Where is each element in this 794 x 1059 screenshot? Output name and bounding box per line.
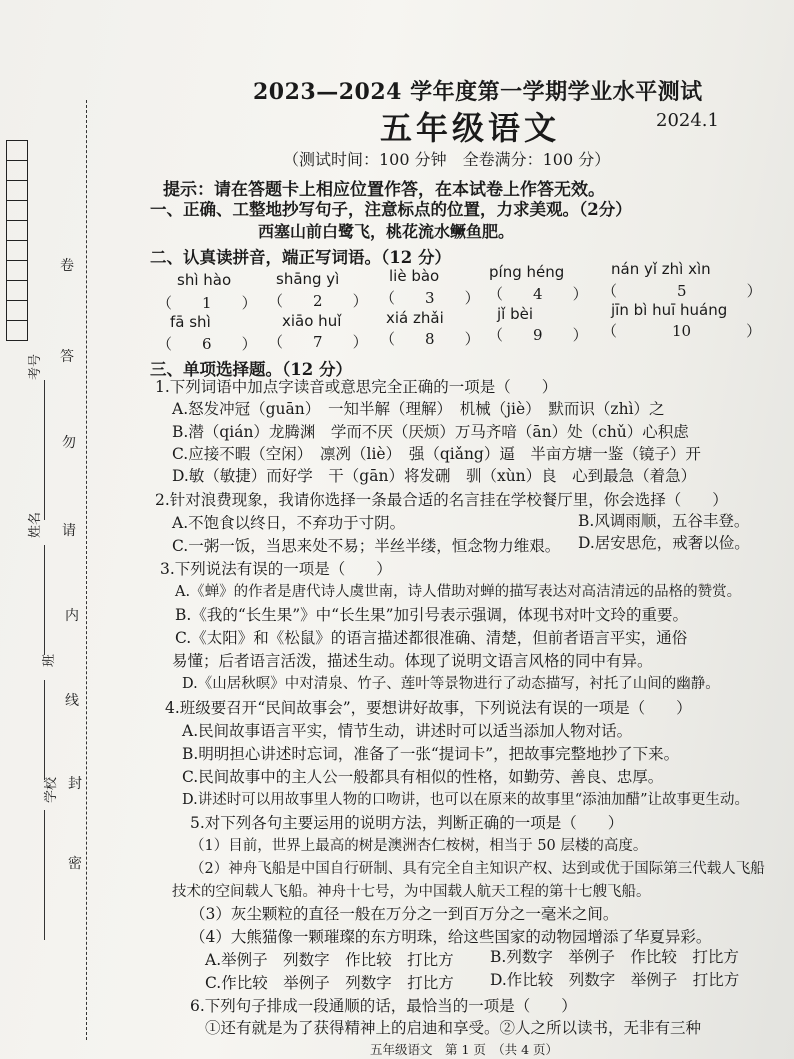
pinyin-7: xiāo huǐ [282, 312, 342, 330]
poem-line: 西塞山前白鹭飞，桃花流水鳜鱼肥。 [258, 222, 515, 241]
q5-item-4: （4）大熊猫像一颗璀璨的东方明珠，给这些国家的动物园增添了华夏异彩。 [190, 928, 712, 946]
answer-blank-7: （ 7 ） [268, 333, 368, 351]
q2-option-c: C.一粥一饭，当思来处不易；半丝半缕，恒念物力维艰。 [172, 537, 561, 555]
section3-heading: 三、单项选择题。（12 分） [150, 360, 352, 379]
q4-option-d: D.讲述时可以用故事里人物的口吻讲，也可以在原来的故事里“添油加醋”让故事更生动。 [182, 792, 750, 808]
q4-option-c: C.民间故事中的主人公一般都具有相似的性格，如勤劳、善良、忠厚。 [182, 768, 664, 786]
answer-blank-10: （ 10 ） [602, 322, 762, 340]
pinyin-10: jīn bì huī huáng [611, 301, 728, 319]
exam-number-label: 考号 [28, 353, 43, 380]
seal-char-2: 答 [60, 349, 74, 365]
pinyin-8: xiá zhǎi [386, 309, 444, 327]
q3-option-b: B.《我的“长生果”》中“长生果”加引号表示强调，体现书对叶文玲的重要。 [175, 606, 689, 624]
school-line [44, 810, 45, 940]
name-line [44, 545, 45, 655]
exam-date: 2024.1 [656, 110, 719, 131]
q6-stem: 6.下列句子排成一段通顺的话，最恰当的一项是（ ） [190, 997, 577, 1015]
page-footer: 五年级语文 第 1 页 （共 4 页） [370, 1042, 559, 1057]
q4-option-a: A.民间故事语言平实，情节生动，讲述时可以适当添加人物对话。 [182, 722, 633, 740]
seal-char-3: 勿 [62, 435, 76, 451]
section2-heading: 二、认真读拼音，端正写词语。（12 分） [150, 248, 451, 267]
q1-option-b: B.潜（qián）龙腾渊 学而不厌（厌烦）万马齐喑（ān）处（chǔ）心积虑 [172, 423, 689, 441]
answer-blank-8: （ 8 ） [380, 330, 480, 348]
exam-subtitle: （测试时间：100 分钟 全卷满分：100 分） [283, 150, 611, 169]
answer-blank-5: （ 5 ） [602, 282, 762, 300]
school-label: 学校 [44, 776, 59, 803]
q5-item-2-cont: 技术的空间载人飞船。神舟十七号，为中国载人航天工程的第十七艘飞船。 [172, 884, 651, 900]
q2-option-b: B.风调雨顺，五谷丰登。 [578, 512, 750, 530]
exam-number-grid [6, 140, 28, 341]
q3-stem: 3.下列说法有误的一项是（ ） [160, 560, 392, 578]
q3-option-c-cont: 易懂；后者语言活泼，描述生动。体现了说明文语言风格的同中有异。 [172, 652, 653, 670]
notice: 提示：请在答题卡上相应位置作答，在本试卷上作答无效。 [163, 180, 605, 200]
q1-option-c: C.应接不暇（空闲） 凛冽（liè） 强（qiǎng）逼 半亩方塘一鉴（镜子）开 [172, 445, 701, 463]
answer-blank-9: （ 9 ） [488, 326, 588, 344]
class-label: 班 [42, 653, 57, 667]
section1-heading: 一、正确、工整地抄写句子，注意标点的位置，力求美观。（2分） [150, 200, 632, 219]
q3-option-d: D.《山居秋暝》中对清泉、竹子、莲叶等景物进行了动态描写，衬托了山间的幽静。 [182, 676, 720, 692]
pinyin-4: píng héng [489, 263, 565, 281]
q1-option-d: D.敏（敏捷）而好学 干（gān）将发硎 驯（xùn）良 心到最急（着急） [172, 467, 697, 485]
pinyin-1: shì hào [177, 271, 232, 289]
seal-char-8: 密 [68, 856, 82, 872]
pinyin-5: nán yǐ zhì xìn [611, 260, 711, 278]
answer-blank-2: （ 2 ） [268, 292, 368, 310]
name-label: 姓名 [28, 511, 43, 538]
class-line [44, 680, 45, 780]
q5-item-2: （2）神舟飞船是中国自行研制、具有完全自主知识产权、达到或优于国际第三代载人飞船 [190, 861, 765, 877]
q3-option-c: C.《太阳》和《松鼠》的语言描述都很准确、清楚，但前者语言平实，通俗 [175, 629, 688, 647]
seal-char-4: 请 [62, 523, 76, 539]
answer-blank-3: （ 3 ） [380, 289, 480, 307]
answer-blank-6: （ 6 ） [157, 335, 257, 353]
q6-text: ①还有就是为了获得精神上的启迪和享受。②人之所以读书，无非有三种 [205, 1019, 702, 1037]
pinyin-2: shāng yì [276, 270, 340, 288]
pinyin-9: jǐ bèi [497, 305, 534, 323]
q5-option-c: C.作比较 举例子 列数字 打比方 [205, 974, 454, 992]
pinyin-3: liè bào [389, 267, 440, 285]
answer-blank-4: （ 4 ） [488, 285, 588, 303]
subject-title: 五年级语文 [380, 109, 561, 147]
q2-option-a: A.不饱食以终日，不弃功于寸阴。 [172, 514, 406, 532]
seal-char-1: 卷 [60, 258, 74, 274]
q1-option-a: A.怒发冲冠（guān） 一知半解（理解） 机械（jiè） 默而识（zhì）之 [172, 400, 665, 418]
q2-option-d: D.居安思危，戒奢以俭。 [578, 534, 750, 552]
exam-number-line [44, 380, 45, 520]
answer-blank-1: （ 1 ） [157, 294, 257, 312]
seal-char-6: 线 [65, 693, 79, 709]
q5-option-b: B.列数字 举例子 作比较 打比方 [490, 948, 739, 966]
q1-stem: 1.下列词语中加点字读音或意思完全正确的一项是（ ） [155, 378, 558, 396]
q5-item-3: （3）灰尘颗粒的直径一般在万分之一到百万分之一毫米之间。 [190, 905, 619, 923]
seal-line [86, 100, 87, 1040]
q5-item-1: （1）目前，世界上最高的树是澳洲杏仁桉树，相当于 50 层楼的高度。 [190, 838, 648, 854]
seal-char-5: 内 [65, 608, 79, 624]
q4-stem: 4.班级要召开“民间故事会”，要想讲好故事，下列说法有误的一项是（ ） [165, 699, 692, 717]
q2-stem: 2.针对浪费现象，我请你选择一条最合适的名言挂在学校餐厅里，你会选择（ ） [155, 491, 728, 509]
q3-option-a: A.《蝉》的作者是唐代诗人虞世南，诗人借助对蝉的描写表达对高洁清远的品格的赞赏。 [175, 584, 742, 600]
q5-stem: 5.对下列各句主要运用的说明方法，判断正确的一项是（ ） [190, 814, 624, 832]
pinyin-6: fā shì [170, 313, 211, 331]
q5-option-d: D.作比较 列数字 举例子 打比方 [490, 971, 740, 989]
exam-title: 2023—2024 学年度第一学期学业水平测试 [253, 79, 703, 105]
q4-option-b: B.明明担心讲述时忘词，准备了一张“提词卡”，把故事完整地抄了下来。 [182, 745, 680, 763]
seal-char-7: 封 [68, 776, 82, 792]
q5-option-a: A.举例子 列数字 作比较 打比方 [205, 951, 454, 969]
